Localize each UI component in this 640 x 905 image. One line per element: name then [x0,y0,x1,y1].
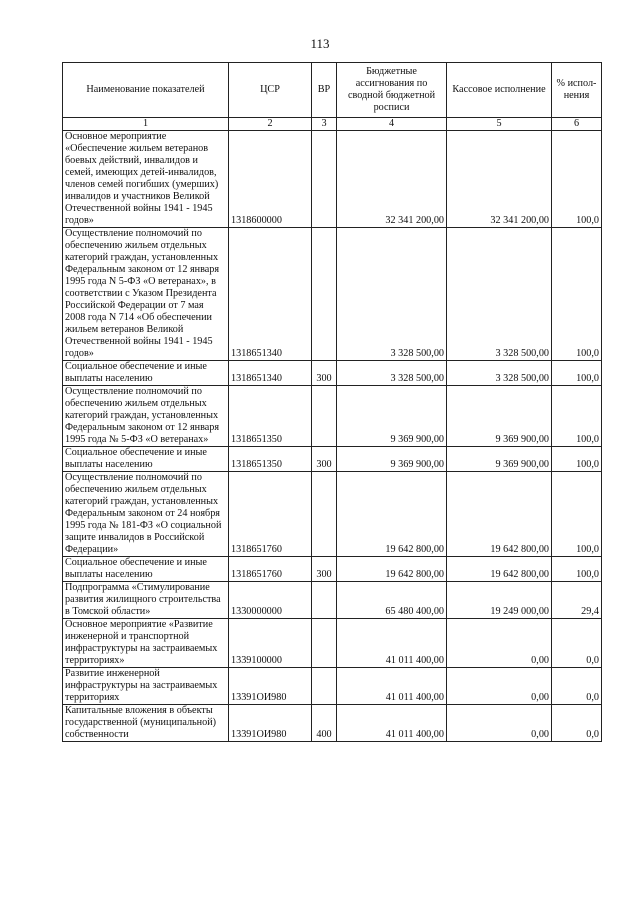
row-budget: 41 011 400,00 [337,668,447,705]
row-execution: 3 328 500,00 [447,228,552,361]
row-budget: 9 369 900,00 [337,447,447,472]
row-percent: 29,4 [552,582,602,619]
header-execution: Кассовое исполнение [447,63,552,118]
row-percent: 100,0 [552,472,602,557]
row-percent: 0,0 [552,668,602,705]
row-csr: 13391ОИ980 [229,705,312,742]
column-number: 5 [447,118,552,131]
row-csr: 1318651350 [229,386,312,447]
row-percent: 0,0 [552,705,602,742]
row-budget: 3 328 500,00 [337,361,447,386]
column-number-row [63,118,602,131]
page-number: 113 [310,36,330,51]
row-name: Подпрограмма «Стимулирование развития жилищного строительства в Томской области» [63,582,229,619]
table-row [63,668,602,705]
table-row [63,447,602,472]
row-name: Социальное обеспечение и иные выплаты населению [63,447,229,472]
row-execution: 9 369 900,00 [447,447,552,472]
row-execution: 19 642 800,00 [447,557,552,582]
row-vr [312,472,337,557]
row-name: Осуществление полномочий по обеспечению жильем отдельных категорий граждан, установленных Федеральным законом от 12 января 1995 года N 5-ФЗ «О ветеранах», в соответствии с Указом Президента Российской Федерации от 7 мая 2008 года N 714 «Об обеспечении жильем ветеранов Великой Отечественной войны 1941 - 1945 годов» [63,228,229,361]
row-budget: 9 369 900,00 [337,386,447,447]
row-vr [312,131,337,228]
table-row [63,705,602,742]
row-csr: 1339100000 [229,619,312,668]
row-vr [312,619,337,668]
table-row [63,472,602,557]
row-execution: 19 249 000,00 [447,582,552,619]
row-csr: 1318651350 [229,447,312,472]
row-vr [312,582,337,619]
column-number: 3 [312,118,337,131]
row-budget: 19 642 800,00 [337,472,447,557]
row-vr [312,228,337,361]
row-budget: 41 011 400,00 [337,705,447,742]
table-row [63,131,602,228]
row-name: Капитальные вложения в объекты государственной (муниципальной) собственности [63,705,229,742]
row-percent: 100,0 [552,228,602,361]
row-name: Осуществление полномочий по обеспечению жильем отдельных категорий граждан, установленных Федеральным законом от 12 января 1995 года № 5-ФЗ «О ветеранах» [63,386,229,447]
row-csr: 1330000000 [229,582,312,619]
row-percent: 100,0 [552,557,602,582]
column-number: 1 [63,118,229,131]
row-csr: 13391ОИ980 [229,668,312,705]
row-percent: 100,0 [552,361,602,386]
row-execution: 0,00 [447,619,552,668]
header-budget: Бюджетные ассигнования по сводной бюджетной росписи [337,63,447,118]
table-row [63,619,602,668]
row-csr: 1318600000 [229,131,312,228]
table-row [63,228,602,361]
row-percent: 100,0 [552,447,602,472]
header-vr: ВР [312,63,337,118]
row-csr: 1318651340 [229,361,312,386]
table-header-row [63,63,602,118]
column-number: 6 [552,118,602,131]
row-vr: 300 [312,557,337,582]
row-execution: 0,00 [447,668,552,705]
row-execution: 3 328 500,00 [447,361,552,386]
row-execution: 9 369 900,00 [447,386,552,447]
header-csr: ЦСР [229,63,312,118]
row-name: Развитие инженерной инфраструктуры на застраиваемых территориях [63,668,229,705]
row-percent: 0,0 [552,619,602,668]
row-budget: 41 011 400,00 [337,619,447,668]
table-row [63,386,602,447]
column-number: 2 [229,118,312,131]
row-name: Социальное обеспечение и иные выплаты населению [63,361,229,386]
row-percent: 100,0 [552,131,602,228]
row-vr [312,386,337,447]
table-row [63,361,602,386]
table-row [63,557,602,582]
header-percent: % испол- нения [552,63,602,118]
row-vr [312,668,337,705]
row-vr: 300 [312,361,337,386]
row-csr: 1318651340 [229,228,312,361]
row-csr: 1318651760 [229,472,312,557]
row-vr: 300 [312,447,337,472]
row-vr: 400 [312,705,337,742]
row-execution: 32 341 200,00 [447,131,552,228]
budget-execution-table [62,62,602,742]
row-budget: 65 480 400,00 [337,582,447,619]
row-name: Осуществление полномочий по обеспечению жильем отдельных категорий граждан, установленных Федеральным законом от 24 ноября 1995 года № 181-ФЗ «О социальной защите инвалидов в Российской Федерации» [63,472,229,557]
row-name: Основное мероприятие «Обеспечение жильем ветеранов боевых действий, инвалидов и семей, имеющих детей-инвалидов, членов семей погибших (умерших) инвалидов и участников Великой Отечественной войны 1941 - 1945 годов» [63,131,229,228]
row-execution: 19 642 800,00 [447,472,552,557]
row-percent: 100,0 [552,386,602,447]
row-budget: 19 642 800,00 [337,557,447,582]
row-csr: 1318651760 [229,557,312,582]
column-number: 4 [337,118,447,131]
header-name: Наименование показателей [63,63,229,118]
table-row [63,582,602,619]
row-name: Основное мероприятие «Развитие инженерной и транспортной инфраструктуры на застраиваемых территориях» [63,619,229,668]
row-budget: 32 341 200,00 [337,131,447,228]
row-name: Социальное обеспечение и иные выплаты населению [63,557,229,582]
row-budget: 3 328 500,00 [337,228,447,361]
row-execution: 0,00 [447,705,552,742]
